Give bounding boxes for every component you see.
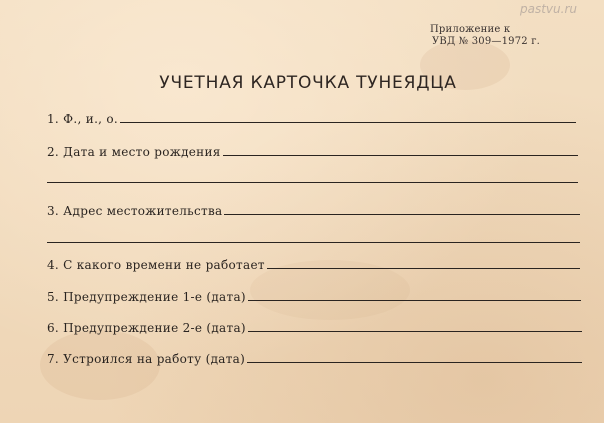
card-title: УЧЕТНАЯ КАРТОЧКА ТУНЕЯДЦА bbox=[159, 73, 457, 93]
field-warning-1[interactable] bbox=[47, 286, 581, 304]
field-name-line[interactable] bbox=[120, 121, 576, 123]
field-warning-1-label: 5. Предупреждение 1-е (дата) bbox=[47, 290, 246, 304]
field-warning-1-line[interactable] bbox=[248, 299, 581, 301]
field-employed-line[interactable] bbox=[247, 361, 582, 363]
field-unemployed-since[interactable] bbox=[47, 254, 580, 272]
watermark: pastvu.ru bbox=[520, 2, 577, 16]
appendix-line-2: УВД № 309—1972 г. bbox=[432, 36, 541, 47]
field-birth-label: 2. Дата и место рождения bbox=[47, 145, 221, 159]
field-name-label: 1. Ф., и., о. bbox=[47, 112, 119, 126]
field-warning-2-line[interactable] bbox=[248, 330, 582, 332]
field-birth-line[interactable] bbox=[223, 154, 578, 156]
field-unemployed-since-label: 4. С какого времени не работает bbox=[47, 258, 265, 272]
field-warning-2-label: 6. Предупреждение 2-е (дата) bbox=[47, 321, 246, 335]
field-birth[interactable] bbox=[47, 141, 578, 159]
appendix-note bbox=[430, 24, 540, 48]
field-unemployed-since-line[interactable] bbox=[267, 267, 580, 269]
appendix-line-1: Приложение к bbox=[430, 24, 511, 35]
field-address-line[interactable] bbox=[224, 213, 580, 215]
field-birth-extra-line[interactable] bbox=[47, 182, 578, 183]
field-employed-label: 7. Устроился на работу (дата) bbox=[47, 352, 246, 366]
field-address[interactable] bbox=[47, 200, 580, 218]
field-address-label: 3. Адрес местожительства bbox=[47, 204, 223, 218]
field-name[interactable] bbox=[47, 108, 576, 126]
field-address-extra-line[interactable] bbox=[47, 242, 580, 243]
field-warning-2[interactable] bbox=[47, 317, 582, 335]
field-employed[interactable] bbox=[47, 348, 582, 366]
